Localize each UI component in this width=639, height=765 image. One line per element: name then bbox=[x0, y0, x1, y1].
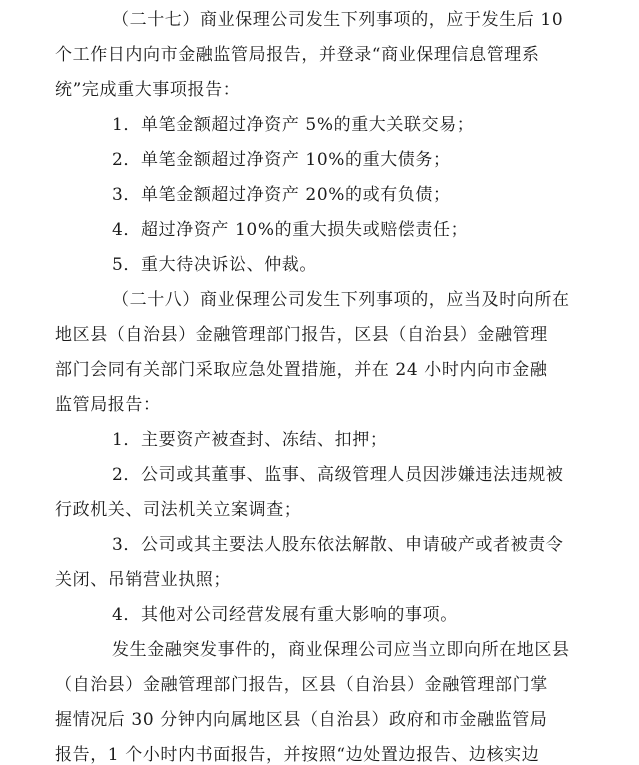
text-line: 4．其他对公司经营发展有重大影响的事项。 bbox=[112, 605, 458, 625]
text-line: 个工作日内向市金融监管局报告，并登录“商业保理信息管理系 bbox=[55, 45, 540, 65]
text-line: （二十八）商业保理公司发生下列事项的，应当及时向所在 bbox=[112, 290, 570, 310]
text-line: 统”完成重大事项报告： bbox=[55, 80, 241, 100]
text-line: 行政机关、司法机关立案调查； bbox=[55, 500, 302, 520]
text-line: 3．公司或其主要法人股东依法解散、申请破产或者被责令 bbox=[112, 535, 564, 555]
text-line: 2．公司或其董事、监事、高级管理人员因涉嫌违法违规被 bbox=[112, 465, 564, 485]
text-line: 1．单笔金额超过净资产 5%的重大关联交易； bbox=[112, 115, 475, 135]
text-line: 握情况后 30 分钟内向属地区县（自治县）政府和市金融监管局 bbox=[55, 710, 548, 730]
text-line: 1．主要资产被查封、冻结、扣押； bbox=[112, 430, 388, 450]
text-line: 3．单笔金额超过净资产 20%的或有负债； bbox=[112, 185, 451, 205]
text-line: 2．单笔金额超过净资产 10%的重大债务； bbox=[112, 150, 451, 170]
text-line: （自治县）金融管理部门报告，区县（自治县）金融管理部门掌 bbox=[55, 675, 548, 695]
text-line: 监管局报告： bbox=[55, 395, 161, 415]
text-line: （二十七）商业保理公司发生下列事项的，应于发生后 10 bbox=[112, 10, 564, 30]
text-line: 5．重大待决诉讼、仲裁。 bbox=[112, 255, 318, 275]
text-line: 发生金融突发事件的，商业保理公司应当立即向所在地区县 bbox=[112, 640, 570, 660]
text-line: 部门会同有关部门采取应急处置措施，并在 24 小时内向市金融 bbox=[55, 360, 548, 380]
text-line: 关闭、吊销营业执照； bbox=[55, 570, 231, 590]
text-line: 地区县（自治县）金融管理部门报告，区县（自治县）金融管理 bbox=[55, 325, 548, 345]
text-line: 4．超过净资产 10%的重大损失或赔偿责任； bbox=[112, 220, 469, 240]
text-line: 报告，1 个小时内书面报告，并按照“边处置边报告、边核实边 bbox=[55, 745, 540, 765]
